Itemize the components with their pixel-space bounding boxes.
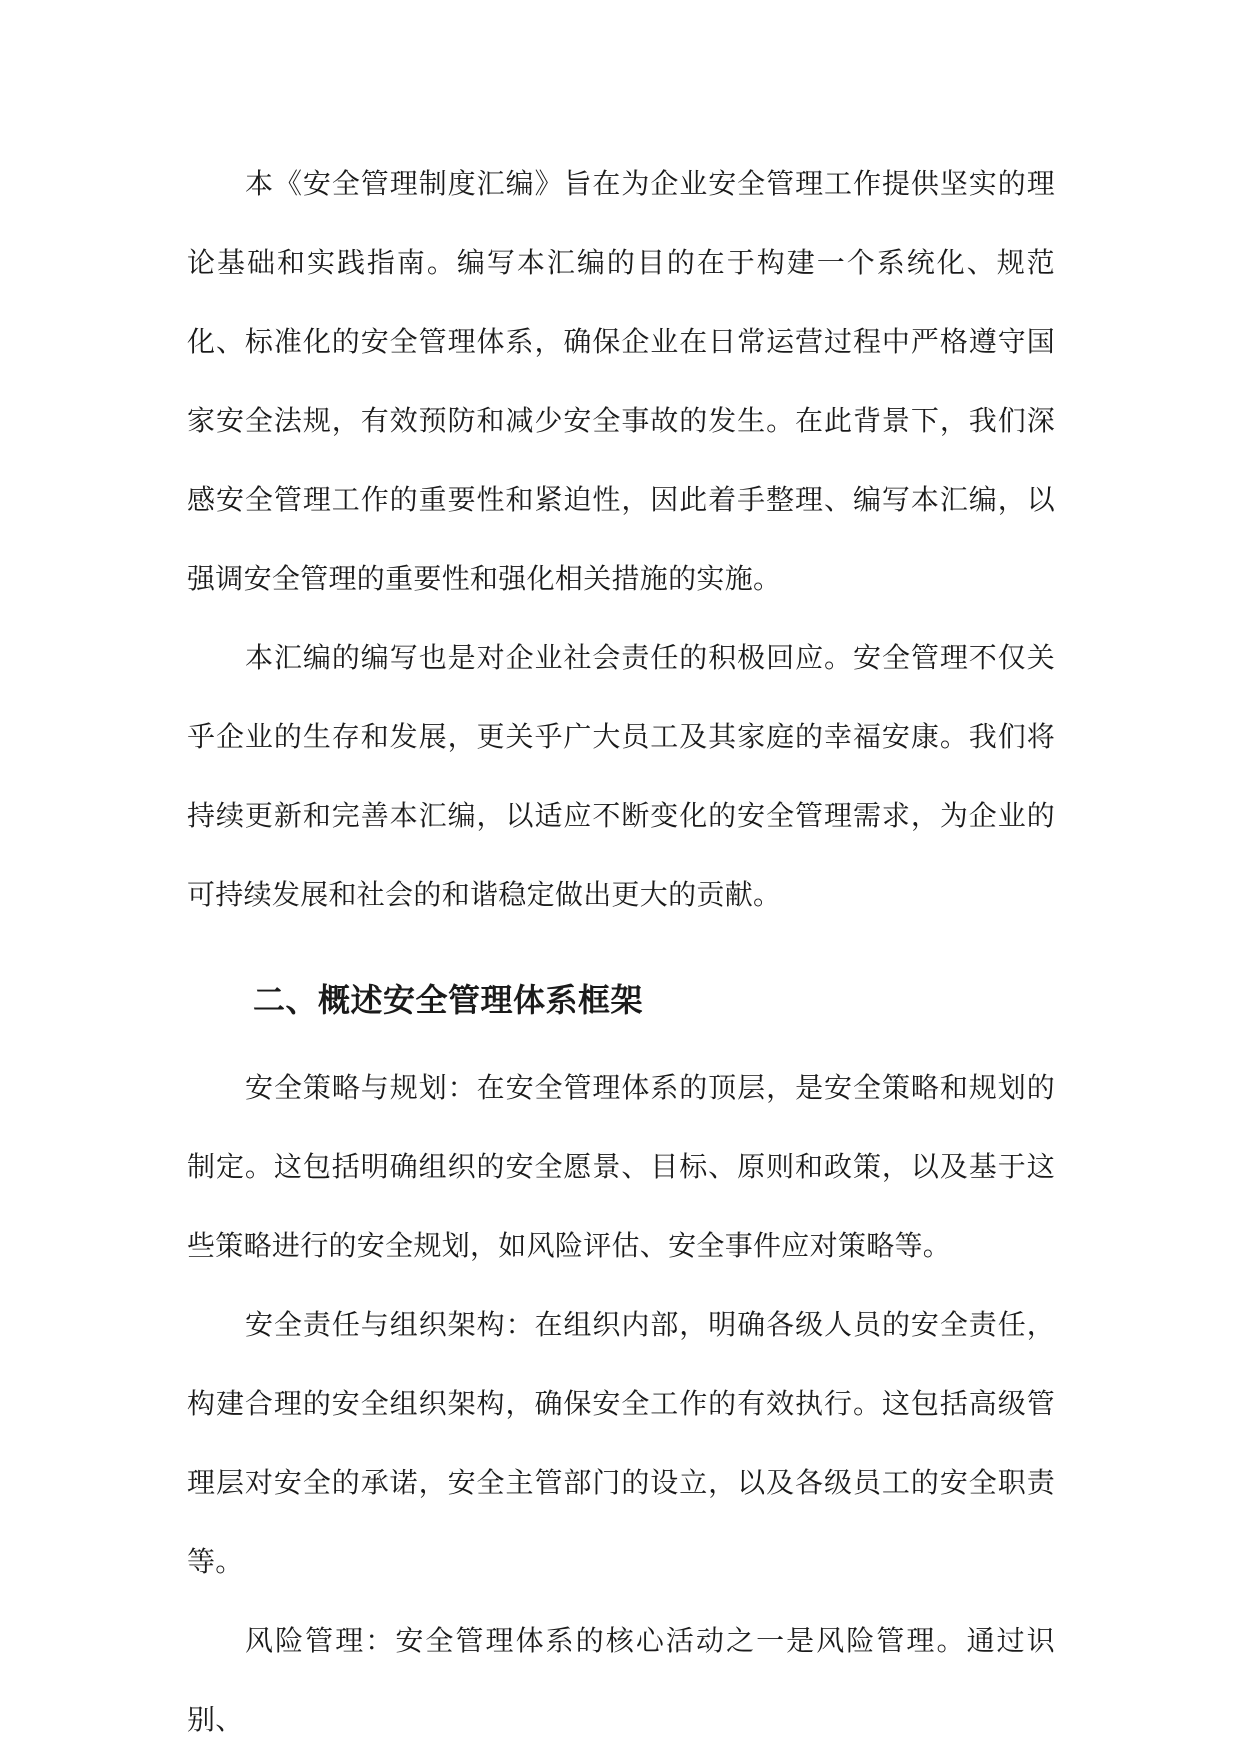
intro-paragraph-1: 本《安全管理制度汇编》旨在为企业安全管理工作提供坚实的理论基础和实践指南。编写本汇编的目的在于构建一个系统化、规范化、标准化的安全管理体系，确保企业在日常运营过程中严格遵守国家安全法规，有效预防和减少安全事故的发生。在此背景下，我们深感安全管理工作的重要性和紧迫性，因此着手整理、编写本汇编，以强调安全管理的重要性和强化相关措施的实施。 [187, 167, 1055, 595]
intro-paragraph-2: 本汇编的编写也是对企业社会责任的积极回应。安全管理不仅关乎企业的生存和发展，更关乎广大员工及其家庭的幸福安康。我们将持续更新和完善本汇编，以适应不断变化的安全管理需求，为企业的可持续发展和社会的和谐稳定做出更大的贡献。 [187, 641, 1055, 911]
document-body [187, 144, 1055, 1759]
section-heading: 二、概述安全管理体系框架 [253, 981, 644, 1019]
section-paragraph-risk: 风险管理：安全管理体系的核心活动之一是风险管理。通过识别、 [187, 1624, 1055, 1736]
section-paragraph-responsibility: 安全责任与组织架构：在组织内部，明确各级人员的安全责任，构建合理的安全组织架构，确保安全工作的有效执行。这包括高级管理层对安全的承诺，安全主管部门的设立，以及各级员工的安全职责等。 [187, 1308, 1055, 1578]
section-paragraph-strategy: 安全策略与规划：在安全管理体系的顶层，是安全策略和规划的制定。这包括明确组织的安全愿景、目标、原则和政策，以及基于这些策略进行的安全规划，如风险评估、安全事件应对策略等。 [187, 1071, 1055, 1262]
